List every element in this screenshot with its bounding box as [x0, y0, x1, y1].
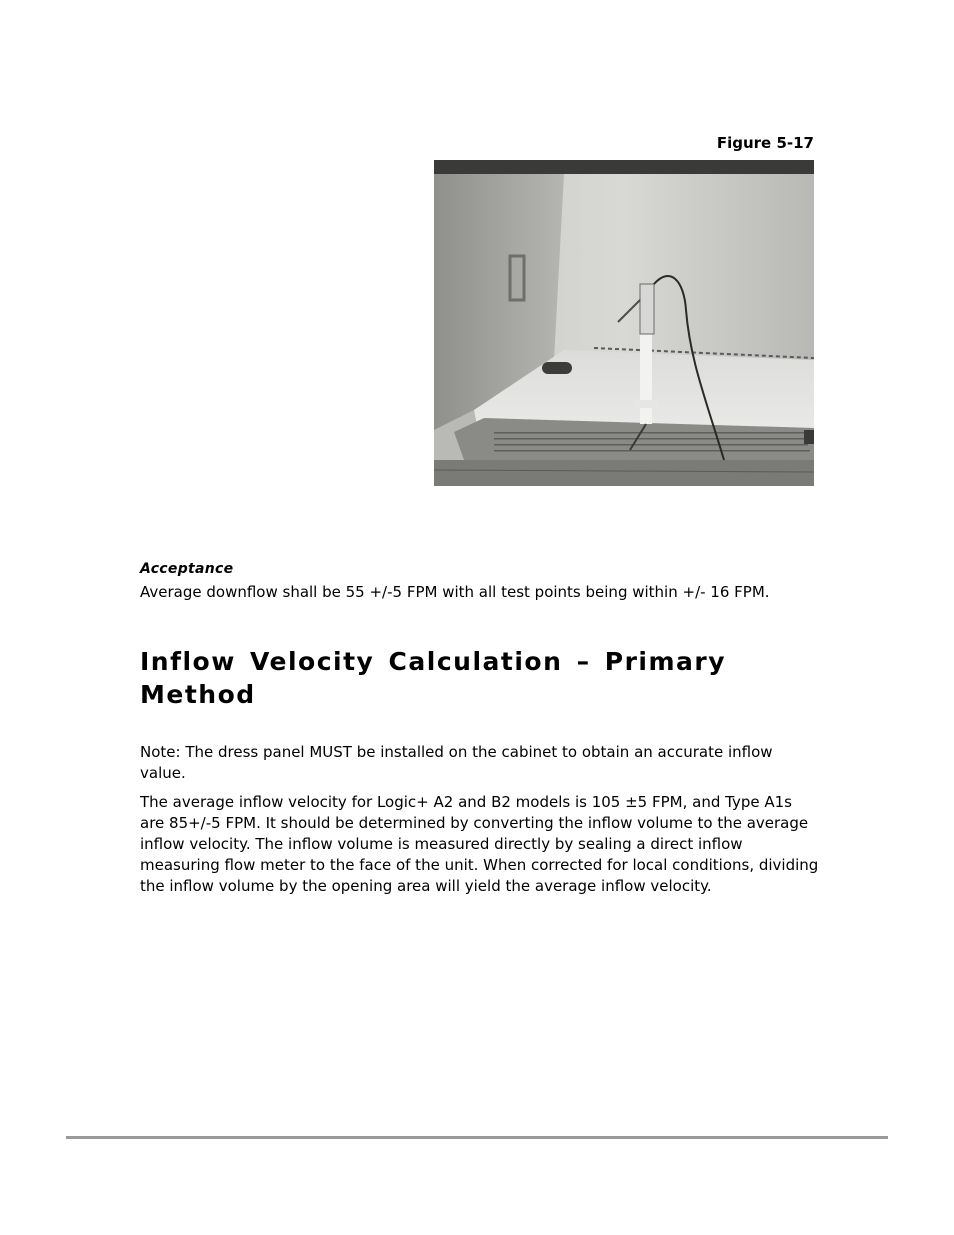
- figure-photo: [434, 160, 814, 486]
- footer-rule: [66, 1136, 888, 1139]
- acceptance-text: Average downflow shall be 55 +/-5 FPM with all test points being within +/- 16 FPM.: [140, 583, 770, 601]
- body-paragraph: The average inflow velocity for Logic+ A2 and B2 models is 105 ±5 FPM, and Type A1s are 85+/-5 FPM. It should be determined by converting the inflow volume to the average inflow velocity. The inflow volume is measured directly by sealing a direct inflow measuring flow meter to the face of the unit. When corrected for local conditions, dividing the inflow volume by the opening area will yield the average inflow velocity.: [140, 793, 819, 895]
- note-text: Note: The dress panel MUST be installed on the cabinet to obtain an accurate inflow value.: [140, 743, 773, 782]
- figure-caption: Figure 5-17: [716, 134, 814, 152]
- section-heading: Inflow Velocity Calculation – Primary Method: [140, 647, 727, 709]
- acceptance-heading: Acceptance: [140, 561, 234, 577]
